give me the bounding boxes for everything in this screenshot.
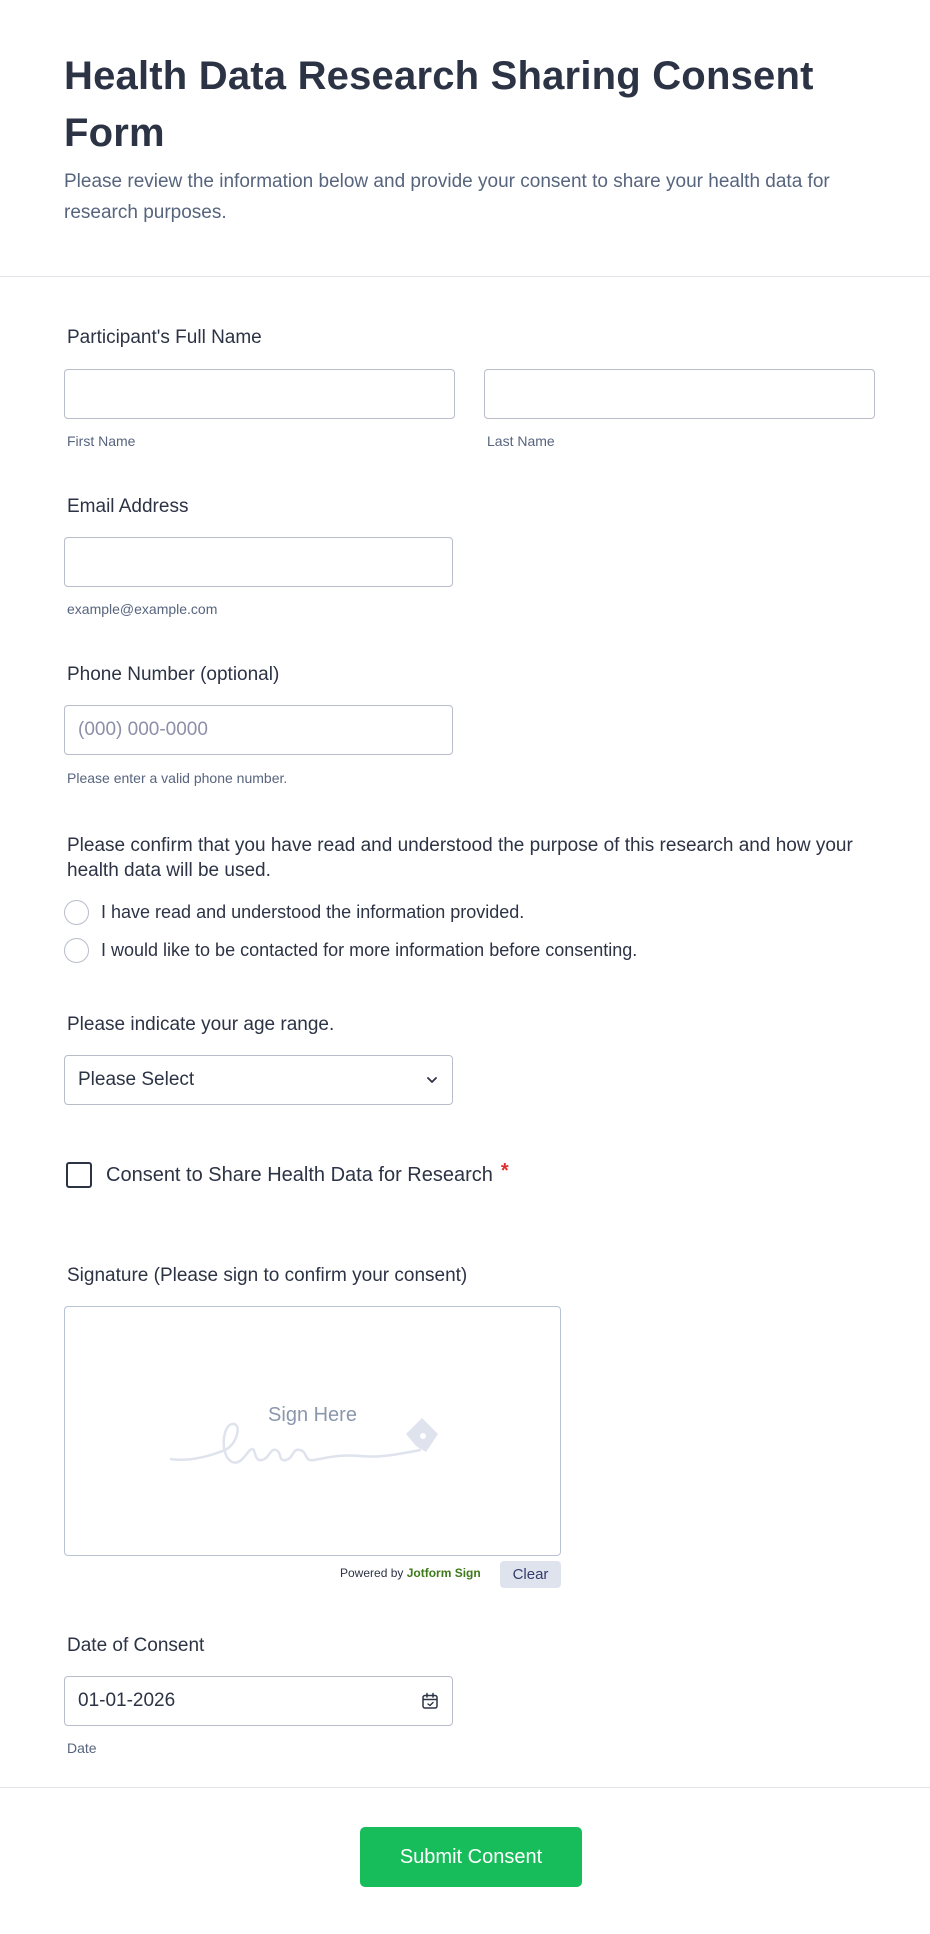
required-mark: * (500, 1159, 509, 1182)
date-label: Date of Consent (67, 1635, 205, 1656)
first-name-input[interactable] (64, 369, 455, 419)
powered-by (340, 1566, 481, 1580)
phone-placeholder: (000) 000-0000 (78, 719, 208, 740)
radio-option-label: I have read and understood the information provided. (101, 902, 525, 922)
radio-button[interactable] (64, 938, 89, 963)
last-name-sublabel: Last Name (487, 433, 555, 449)
confirm-question: Please confirm that you have read and understood the purpose of this research and how your health data will be used. (67, 835, 853, 881)
radio-option-contact[interactable] (64, 938, 637, 963)
date-sublabel: Date (67, 1740, 97, 1756)
email-label: Email Address (67, 496, 189, 517)
powered-prefix: Powered by (340, 1566, 404, 1580)
submit-consent-button[interactable]: Submit Consent (360, 1827, 582, 1887)
consent-checkbox-row[interactable] (66, 1159, 509, 1188)
sign-here-placeholder: Sign Here (268, 1404, 357, 1426)
phone-sublabel: Please enter a valid phone number. (67, 770, 288, 786)
age-label: Please indicate your age range. (67, 1014, 335, 1035)
age-range-select[interactable] (64, 1055, 453, 1105)
page-subtitle: Please review the information below and provide your consent to share your health data for research purposes. (64, 171, 830, 223)
calendar-icon[interactable] (421, 1692, 439, 1710)
signature-pad[interactable] (64, 1306, 561, 1556)
chevron-down-icon (425, 1073, 439, 1087)
radio-option-read[interactable] (64, 900, 524, 925)
radio-button[interactable] (64, 900, 89, 925)
phone-label: Phone Number (optional) (67, 664, 280, 685)
first-name-sublabel: First Name (67, 433, 136, 449)
date-value: 01-01-2026 (78, 1690, 176, 1711)
email-input[interactable] (64, 537, 453, 587)
date-input[interactable] (64, 1676, 453, 1726)
phone-input[interactable] (64, 705, 453, 755)
radio-option-label: I would like to be contacted for more information before consenting. (101, 940, 638, 960)
full-name-label: Participant's Full Name (67, 327, 262, 348)
signature-label: Signature (Please sign to confirm your consent) (67, 1265, 468, 1286)
powered-brand: Jotform Sign (406, 1566, 481, 1580)
consent-label: Consent to Share Health Data for Research (106, 1163, 493, 1186)
age-select-value: Please Select (78, 1069, 195, 1090)
form-footer (0, 1787, 930, 1934)
email-sublabel: example@example.com (67, 601, 218, 617)
form-header (0, 0, 930, 277)
consent-checkbox[interactable] (66, 1162, 92, 1188)
page-title: Health Data Research Sharing Consent Form (64, 54, 814, 155)
signature-pen-icon (170, 1414, 460, 1474)
last-name-input[interactable] (484, 369, 875, 419)
clear-signature-button[interactable]: Clear (500, 1561, 561, 1588)
